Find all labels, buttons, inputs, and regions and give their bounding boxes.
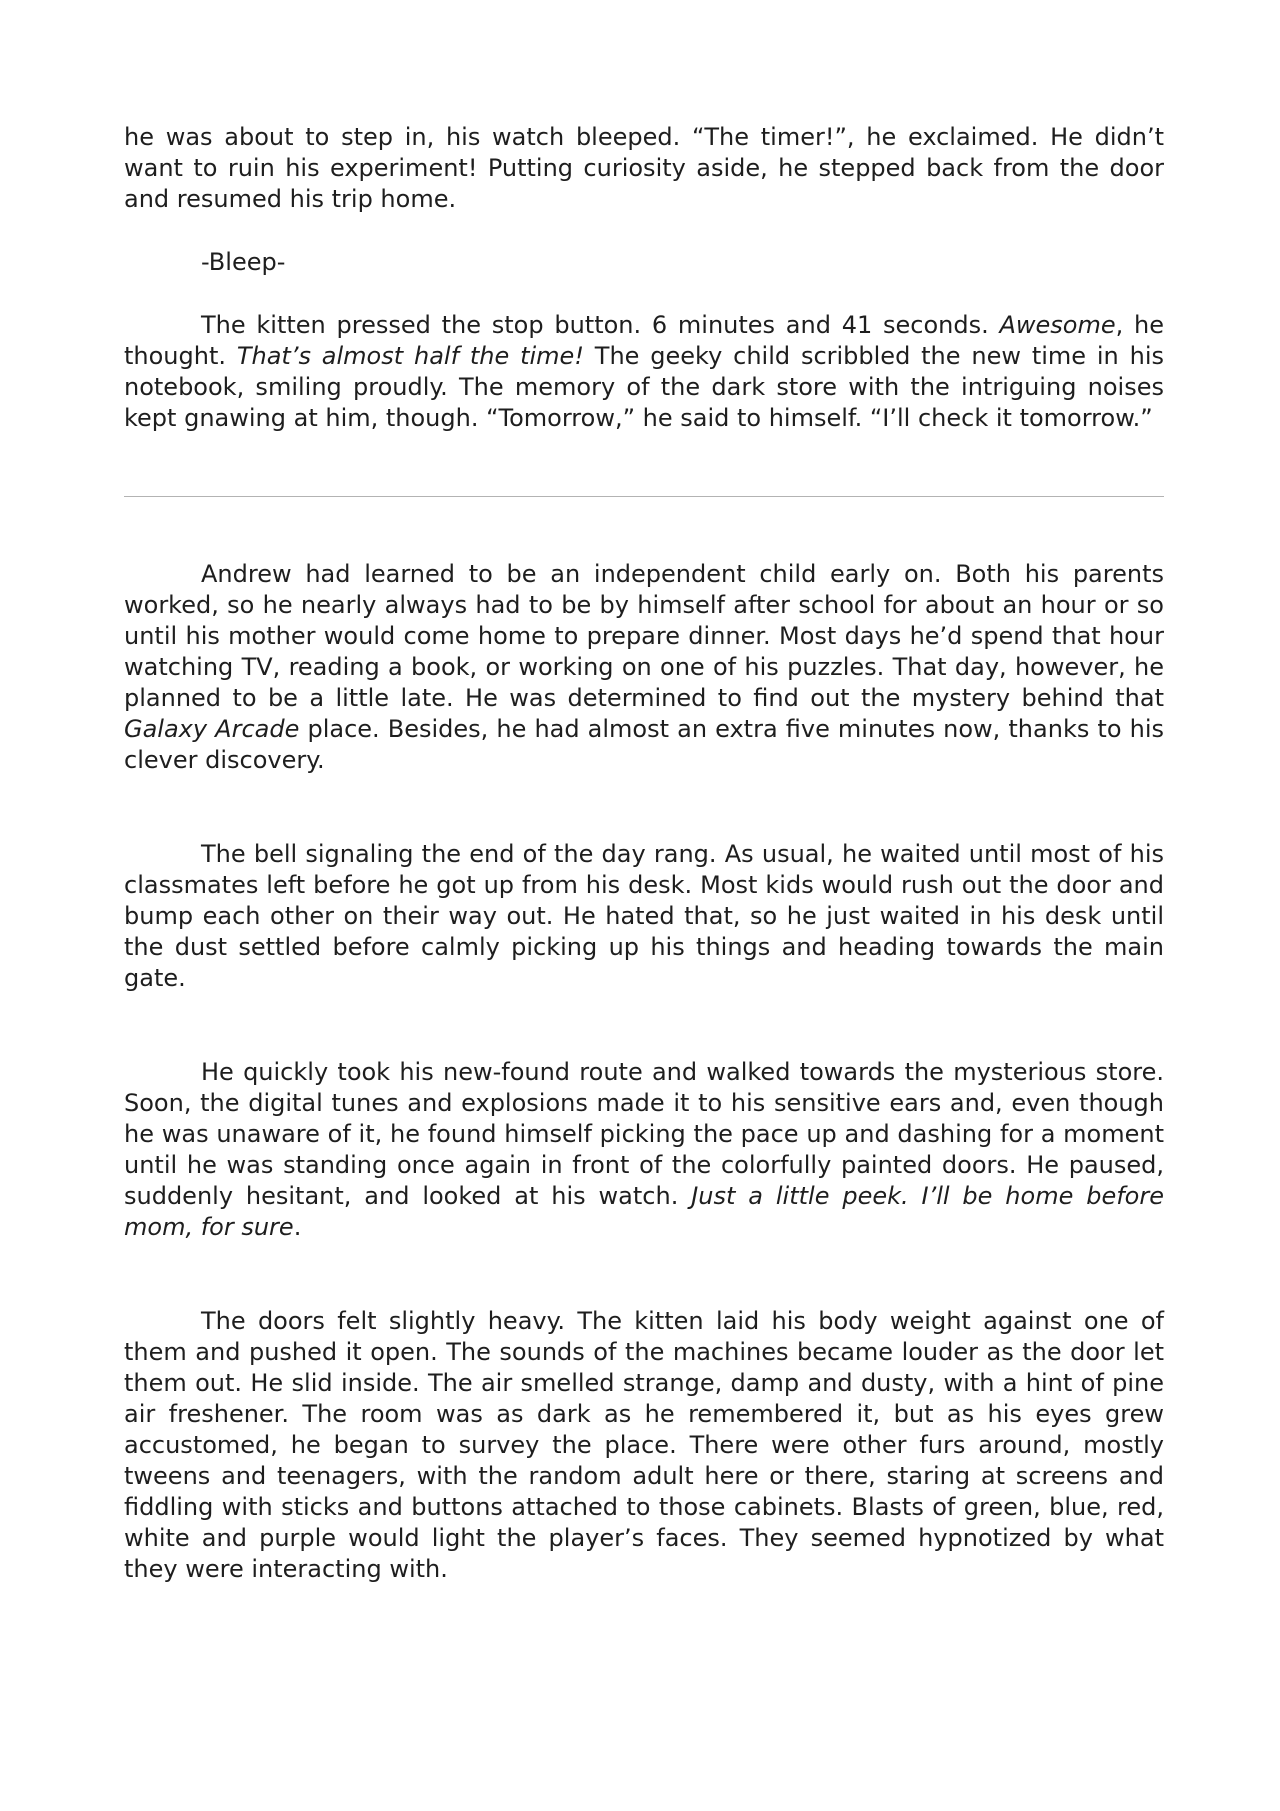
text-run: The geeky child scribbled the new time in his notebook, smiling proudly. The memory of the dark store with the intriguing noises kept gnawing at him, though. “Tomorrow,” he said to himself. “I’ll check it tomorrow.” <box>124 342 1164 432</box>
italic-run: Just a little peek. I’ll be home before mom, for sure <box>124 1182 1164 1241</box>
text-run: place. Besides, he had almost an extra five minutes now, thanks to his clever discovery. <box>124 715 1164 774</box>
italic-run: That’s almost half the time! <box>236 342 584 370</box>
text-run: , he thought. <box>124 311 1164 370</box>
paragraph-bleep: -Bleep- <box>201 248 286 276</box>
italic-run: Awesome <box>999 311 1116 339</box>
paragraph-doors: The doors felt slightly heavy. The kitten laid his body weight against one of them and pushed it open. The sounds of the machines became louder as the door let them out. He slid inside. The air smelled strange, damp and dusty, with a hint of pine air freshener. The room was as dark as he remembered it, but as his eyes grew accustomed, he began to survey the place. There were other furs around, mostly tweens and teenagers, with the random adult here or there, staring at screens and fiddling with sticks and buttons attached to those cabinets. Blasts of green, blue, red, white and purple would light the player’s faces. They seemed hypnotized by what they were interacting with. <box>124 1307 1164 1583</box>
paragraph-timer: he was about to step in, his watch bleeped. “The timer!”, he exclaimed. He didn’t want to ruin his experiment! Putting curiosity aside, he stepped back from the door and resumed his trip home. <box>124 123 1164 213</box>
text-run: The kitten pressed the stop button. 6 minutes and 41 seconds. <box>201 311 1000 339</box>
text-run: . <box>293 1213 302 1241</box>
story-page <box>124 122 1164 1585</box>
italic-run: Galaxy Arcade <box>124 715 300 743</box>
section-divider-wrap <box>124 496 1164 497</box>
paragraph-bell: The bell signaling the end of the day rang. As usual, he waited until most of his classmates left before he got up from his desk. Most kids would rush out the door and bump each other on their way out. He hated that, so he just waited in his desk until the dust settled before calmly picking up his things and heading towards the main gate. <box>124 840 1164 992</box>
section-divider <box>124 496 1164 497</box>
text-run: Andrew had learned to be an independent child early on. Both his parents worked, so he nearly always had to be by himself after school for about an hour or so until his mother would come home to prepare dinner. Most days he’d spend that hour watching TV, reading a book, or working on one of his puzzles. That day, however, he planned to be a little late. He was determined to find out the mystery behind that <box>124 560 1164 712</box>
text-run: He quickly took his new-found route and walked towards the mysterious store. Soon, the digital tunes and explosions made it to his sensitive ears and, even though he was unaware of it, he found himself picking the pace up and dashing for a moment until he was standing once again in front of the colorfully painted doors. He paused, suddenly hesitant, and looked at his watch. <box>124 1058 1164 1210</box>
paragraph-stop-button <box>124 310 1164 434</box>
paragraph-andrew <box>124 559 1164 776</box>
paragraph-route <box>124 1057 1164 1243</box>
